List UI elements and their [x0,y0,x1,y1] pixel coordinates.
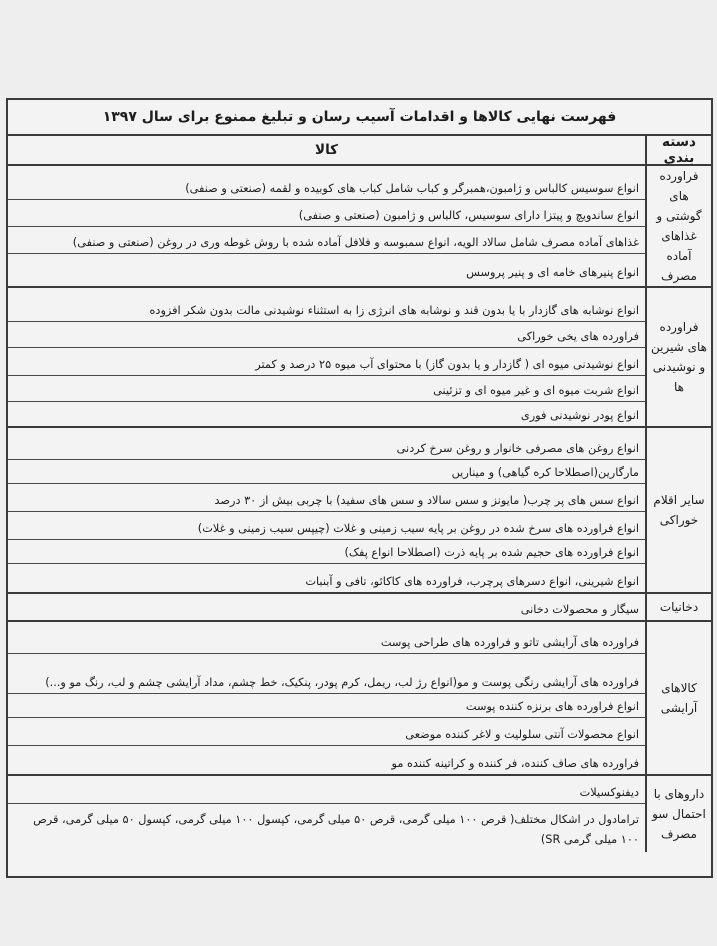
table-row [8,322,645,348]
group-meat-products [8,166,711,288]
table-row [8,746,645,774]
item-text: انواع روغن های مصرفی خانوار و روغن سرخ کردنی [396,442,639,455]
group-items [8,288,645,426]
group-items [8,776,645,852]
table-row [8,227,645,254]
table-row [8,776,645,804]
table-row [8,512,645,540]
item-text: غذاهای آماده مصرف شامل سالاد الویه، انواع سمبوسه و فلافل آماده شده با روش غوطه وری در روغن (صنعتی و صنفی) [72,236,639,249]
ban-list-table [6,98,713,878]
table-row [8,254,645,283]
item-text: دیفنوکسیلات [579,786,639,799]
group-category: سایر اقلام خوراکی [645,428,711,592]
group-other-food [8,428,711,594]
table-row [8,540,645,564]
table-row [8,348,645,376]
group-category: فراورده های گوشتی و غذاهای آماده مصرف [645,166,711,286]
item-text: انواع نوشابه های گازدار با یا بدون قند و نوشابه های انرژی زا به استثناء نوشیدنی مالت بدون شکر افزوده [149,304,639,317]
group-items [8,594,645,620]
table-row [8,804,645,852]
header-category: دسته بندی [645,136,711,164]
item-text: انواع فراورده های سرخ شده در روغن بر پایه سیب زمینی و غلات (چیپس سیب زمینی و غلات) [197,522,639,535]
item-text: فراورده های یخی خوراکی [517,330,639,343]
group-items [8,166,645,286]
table-row [8,718,645,746]
item-text: انواع سوسیس کالباس و ژامبون،همبرگر و کباب شامل کباب های کوبیده و لقمه (صنعتی و صنفی) [185,182,639,195]
item-text: انواع پودر نوشیدنی فوری [520,409,639,422]
item-text: ترامادول در اشکال مختلف( قرص ۱۰۰ میلی گرمی، قرص ۵۰ میلی گرمی، کپسول ۱۰۰ میلی گرمی، کپسول ۵۰ میلی گرمی، قرص ۱۰۰ میلی گرمی SR) [33,813,639,846]
item-text: فراورده های آرایشی تاتو و فراورده های طراحی پوست [380,636,639,649]
header-item: کالا [315,142,338,158]
item-text: انواع فراورده های برنزه کننده پوست [465,700,639,713]
group-sweets-beverages [8,288,711,428]
item-text: انواع سس های پر چرب( مایونز و سس سالاد و سس های سفید) با چربی بیش از ۳۰ درصد [214,494,639,507]
table-header [8,136,711,166]
table-row [8,428,645,460]
item-text: سیگار و محصولات دخانی [520,603,639,616]
table-row [8,460,645,484]
table-row [8,564,645,592]
table-row [8,376,645,402]
item-text: انواع شربت میوه ای و غیر میوه ای و تزئینی [433,384,639,397]
group-items [8,428,645,592]
table-row [8,594,645,620]
table-row [8,694,645,718]
group-category: داروهای با احتمال سو مصرف [645,776,711,852]
item-text: انواع محصولات آنتی سلولیت و لاغر کننده موضعی [405,728,639,741]
item-text: انواع پنیرهای خامه ای و پنیر پروسس [466,266,639,279]
table-row [8,484,645,512]
table-row [8,166,645,200]
group-cosmetics [8,622,711,776]
table-row [8,288,645,322]
item-text: مارگارین(اصطلاحا کره گیاهی) و میناریں [451,466,639,479]
table-row [8,402,645,426]
group-category: کالاهای آرایشی [645,622,711,774]
group-items [8,622,645,774]
item-text: انواع شیرینی، انواع دسرهای پرچرب، فراورده های کاکائو، تافی و آبنبات [305,575,639,588]
item-text: فراورده های آرایشی رنگی پوست و مو(انواع رژ لب، ریمل، کرم پودر، پنکیک، خط چشم، مداد آرایشی چشم و لب، رنگ مو و...) [45,676,639,689]
item-text: انواع نوشیدنی میوه ای ( گازدار و یا بدون گاز) با محتوای آب میوه ۲۵ درصد و کمتر [255,358,639,371]
item-text: فراورده های صاف کننده، فر کننده و کراتینه کننده مو [391,757,639,770]
table-title: فهرست نهایی کالاها و اقدامات آسیب رسان و تبلیغ ممنوع برای سال ۱۳۹۷ [8,100,711,136]
group-drugs [8,776,711,852]
item-text: انواع فراورده های حجیم شده بر پایه ذرت (اصطلاحا انواع پفک) [344,546,639,559]
group-category: دخانیات [645,594,711,620]
table-row [8,200,645,227]
table-row [8,622,645,654]
group-tobacco [8,594,711,622]
table-row [8,654,645,694]
item-text: انواع ساندویچ و پیتزا دارای سوسیس، کالباس و ژامبون (صنعتی و صنفی) [298,209,639,222]
group-category: فراورده های شیرین و نوشیدنی ها [645,288,711,426]
